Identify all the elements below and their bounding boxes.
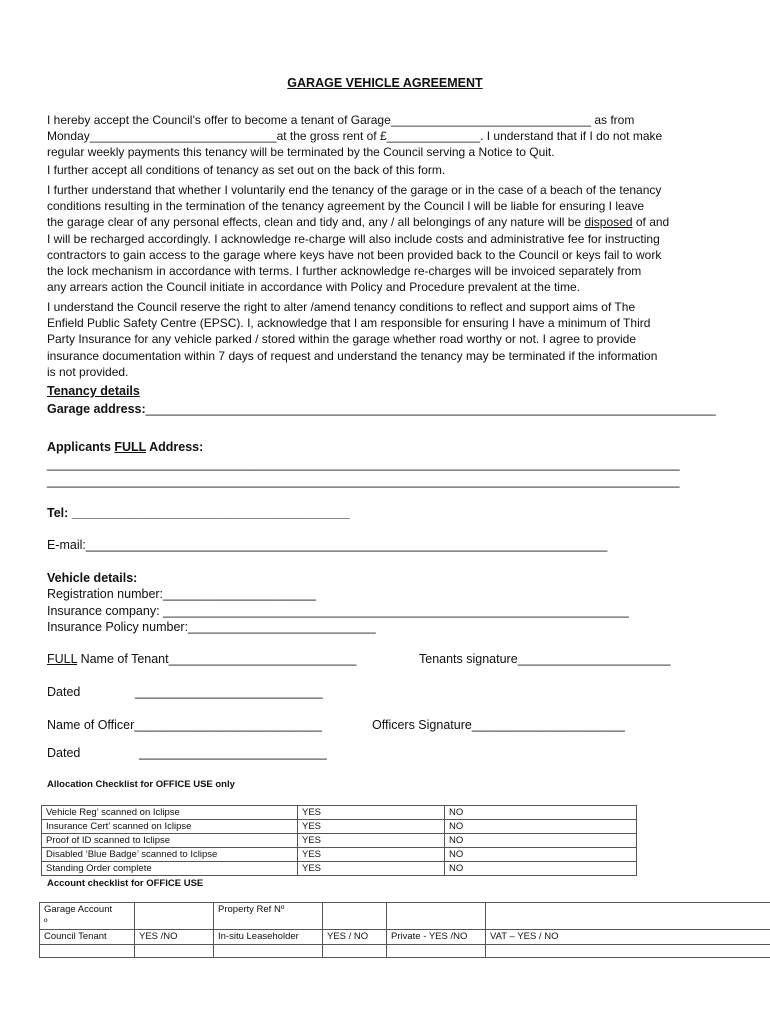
officer-dated-label: Dated <box>47 746 81 760</box>
empty-cell <box>486 945 770 958</box>
officer-signature-row: Officers Signature______________________ <box>372 718 625 732</box>
table-row <box>42 820 637 834</box>
allocation-checklist-table <box>41 805 637 876</box>
garage-address-field[interactable]: __________________________________________________________________________________ <box>145 402 716 416</box>
garage-account-value[interactable] <box>135 903 214 930</box>
applicant-address-line-1[interactable]: ___________________________________________________________________________________________ <box>47 457 680 471</box>
empty-cell <box>387 903 486 930</box>
policy-number-row: Insurance Policy number:___________________________ <box>47 620 376 634</box>
tenant-dated-label: Dated <box>47 685 81 699</box>
tel-row: Tel: ________________________________________ <box>47 506 350 520</box>
checklist-yes[interactable]: YES <box>298 862 445 876</box>
start-date-field[interactable]: ____________________________ <box>89 129 277 144</box>
allocation-checklist-heading: Allocation Checklist for OFFICE USE only <box>47 779 235 790</box>
empty-cell <box>40 945 135 958</box>
tenant-signature-field[interactable]: ______________________ <box>517 652 671 666</box>
table-row <box>42 848 637 862</box>
table-row <box>40 945 770 958</box>
registration-row: Registration number:______________________ <box>47 587 316 601</box>
empty-cell <box>486 903 770 930</box>
officer-name-row: Name of Officer___________________________ <box>47 718 323 732</box>
intro-line-2: Monday____________________________at the gross rent of £______________. I understand that if I do not make <box>47 129 663 144</box>
council-tenant-label: Council Tenant <box>40 930 135 945</box>
intro-line-4: I further accept all conditions of tenancy as set out on the back of this form. <box>47 162 446 177</box>
private-yes-no[interactable]: Private - YES /NO <box>387 930 486 945</box>
applicant-address-label: Applicants FULL Address: <box>47 440 204 454</box>
checklist-no[interactable]: NO <box>445 820 637 834</box>
insurance-company-field[interactable]: ___________________________________________________________________ <box>163 604 629 618</box>
checklist-item: Standing Order complete <box>42 862 298 876</box>
intro-paragraph <box>47 112 727 178</box>
tenancy-details-heading: Tenancy details <box>47 384 140 398</box>
empty-cell <box>387 945 486 958</box>
intro-line-1: I hereby accept the Council’s offer to become a tenant of Garage______________________________ as from <box>47 113 635 127</box>
empty-cell <box>135 945 214 958</box>
document-title: GARAGE VEHICLE AGREEMENT <box>287 76 483 90</box>
insurance-company-row: Insurance company: ___________________________________________________________________ <box>47 604 629 618</box>
checklist-yes[interactable]: YES <box>298 820 445 834</box>
checklist-item: Proof of ID scanned to Iclipse <box>42 834 298 848</box>
property-ref-value[interactable] <box>323 903 387 930</box>
tel-field[interactable]: ________________________________________ <box>71 506 350 520</box>
checklist-item: Vehicle Reg’ scanned on Iclipse <box>42 806 298 820</box>
terms-paragraph-3: I understand the Council reserve the right to alter /amend tenancy conditions to reflect and support aims of The Enfield Public Safety Centre (EPSC). I, acknowledge that I am responsible for ensuring I have a minimum of Third Party Insurance for any vehicle parked / stored within the garage whether road worthy or not. I agree to provide insurance documentation within 7 days of request and understand the tenancy may be terminated if the information is not provided. <box>47 300 658 379</box>
intro-line-3: regular weekly payments this tenancy will be terminated by the Council serving a Notice to Quit. <box>47 145 555 160</box>
garage-number-field[interactable]: ______________________________ <box>390 113 591 127</box>
checklist-yes[interactable]: YES <box>298 834 445 848</box>
property-ref-label: Property Ref Nº <box>214 903 323 930</box>
checklist-yes[interactable]: YES <box>298 806 445 820</box>
table-row <box>40 930 770 945</box>
table-row <box>40 903 770 930</box>
tenant-name-row: FULL Name of Tenant___________________________ <box>47 652 357 666</box>
email-field[interactable]: ___________________________________________________________________________ <box>85 538 608 552</box>
garage-address-row: Garage address:__________________________________________________________________________________ <box>47 402 716 416</box>
terms-paragraph-2: I further understand that whether I voluntarily end the tenancy of the garage or in the case of a beach of the tenancy conditions resulting in the termination of the tenancy agreement by the Council I will be liable for ensuring I leave the garage clear of any personal effects, clean and tidy and, any / all belongings of any nature will be disposed of and I will be recharged accordingly. I acknowledge re-charge will also include costs and administrative fee for instructing contractors to gain access to the garage where keys have not been provided back to the Council or keys fail to work the lock mechanism in accordance with terms. I further acknowledge re-charges will be invoiced separately from any arrears action the Council initiate in accordance with Policy and Procedure prevalent at the time. <box>47 183 670 295</box>
vehicle-details-heading: Vehicle details: <box>47 571 138 585</box>
council-tenant-yes-no[interactable]: YES /NO <box>135 930 214 945</box>
table-row <box>42 806 637 820</box>
insitu-leaseholder-yes-no[interactable]: YES / NO <box>323 930 387 945</box>
officer-signature-field[interactable]: ______________________ <box>471 718 625 732</box>
account-checklist-table <box>39 902 770 958</box>
checklist-item: Insurance Cert’ scanned on Iclipse <box>42 820 298 834</box>
empty-cell <box>214 945 323 958</box>
checklist-no[interactable]: NO <box>445 806 637 820</box>
checklist-no[interactable]: NO <box>445 834 637 848</box>
account-checklist-heading: Account checklist for OFFICE USE <box>47 878 204 889</box>
tenant-name-field[interactable]: ___________________________ <box>168 652 357 666</box>
tenant-dated-field[interactable]: ___________________________ <box>135 685 323 699</box>
policy-number-field[interactable]: ___________________________ <box>188 620 376 634</box>
table-row <box>42 862 637 876</box>
insitu-leaseholder-label: In-situ Leaseholder <box>214 930 323 945</box>
checklist-no[interactable]: NO <box>445 848 637 862</box>
gross-rent-field[interactable]: ______________ <box>386 129 481 144</box>
checklist-no[interactable]: NO <box>445 862 637 876</box>
officer-name-field[interactable]: ___________________________ <box>134 718 323 732</box>
tenant-signature-row: Tenants signature______________________ <box>419 652 671 666</box>
vat-yes-no[interactable]: VAT – YES / NO <box>486 930 770 945</box>
empty-cell <box>323 945 387 958</box>
table-row <box>42 834 637 848</box>
checklist-yes[interactable]: YES <box>298 848 445 862</box>
garage-account-label: Garage Account º <box>40 903 135 930</box>
registration-field[interactable]: ______________________ <box>163 587 316 601</box>
officer-dated-field[interactable]: ___________________________ <box>139 746 327 760</box>
email-row: E-mail:___________________________________________________________________________ <box>47 538 608 552</box>
checklist-item: Disabled ‘Blue Badge’ scanned to Iclipse <box>42 848 298 862</box>
applicant-address-line-2[interactable]: ___________________________________________________________________________________________ <box>47 474 680 488</box>
